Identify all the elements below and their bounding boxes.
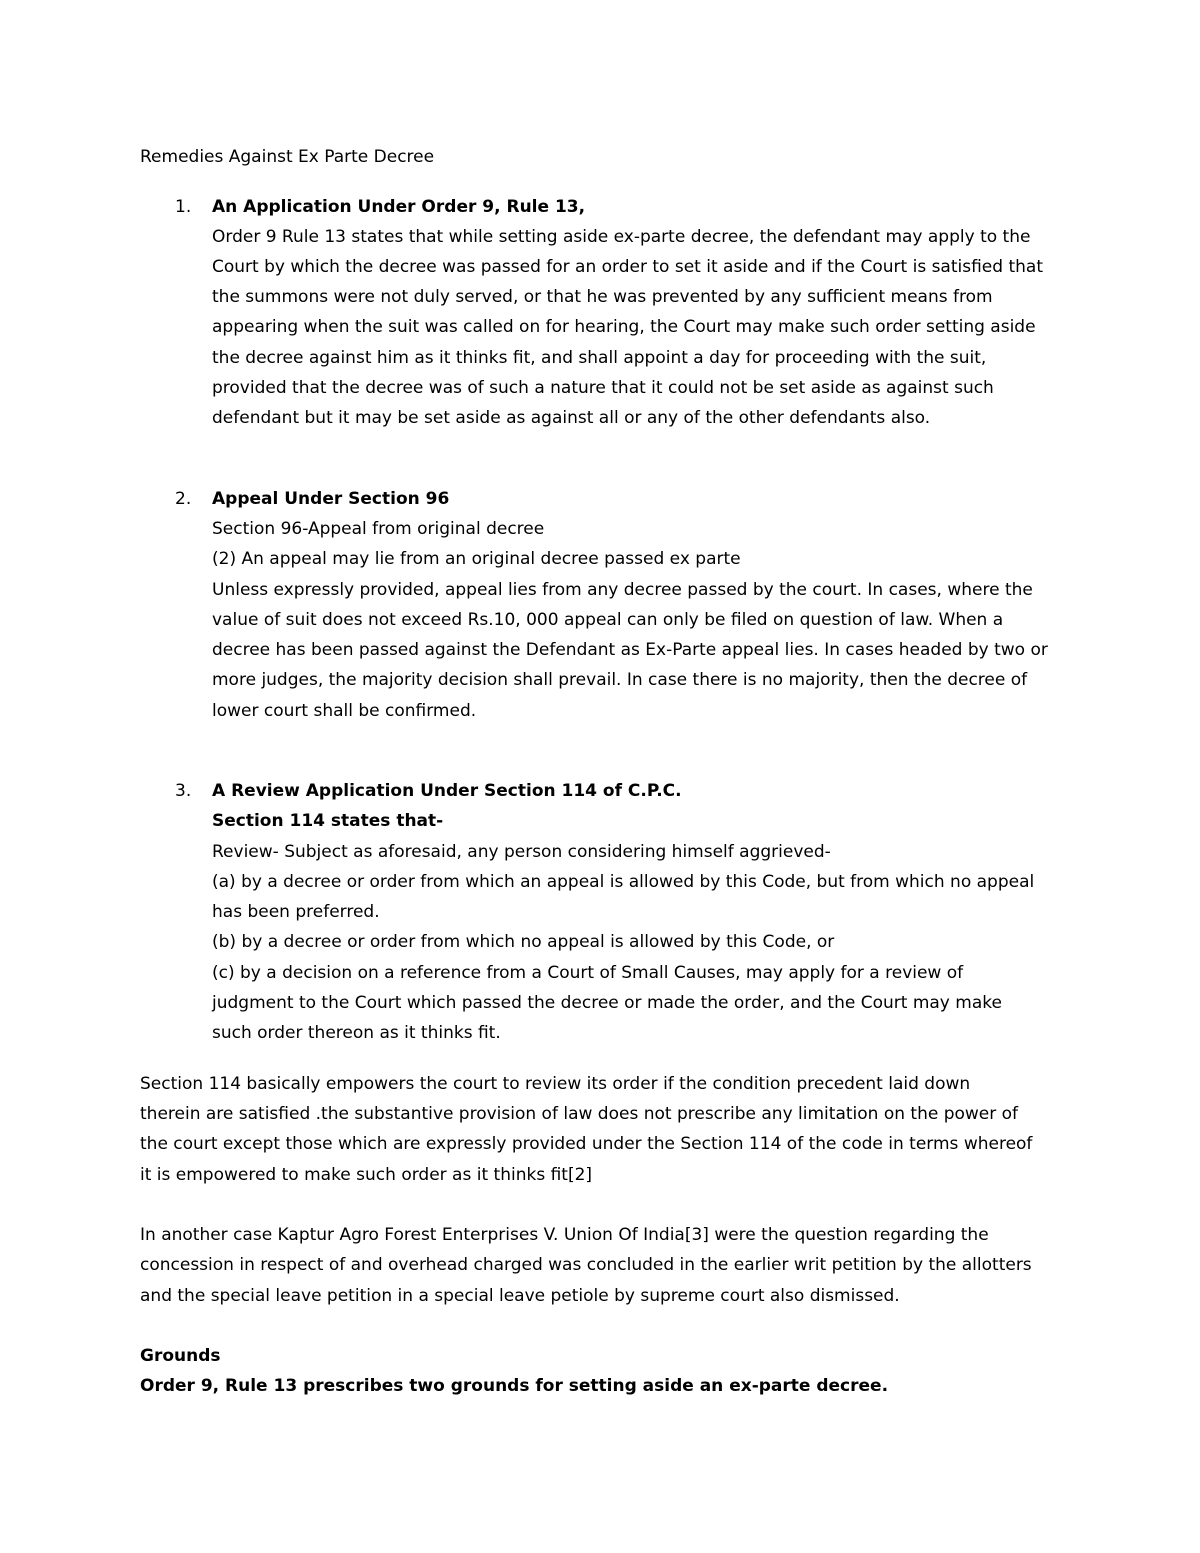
section-3-line: has been preferred. [212,902,380,922]
paragraph-1-line: it is empowered to make such order as it thinks fit[2] [140,1165,593,1185]
section-2-number: 2. [175,489,192,509]
section-2-line: Section 96-Appeal from original decree [212,519,545,539]
paragraph-2-line: concession in respect of and overhead charged was concluded in the earlier writ petition by the allotters [140,1255,1032,1275]
section-1-line: Court by which the decree was passed for an order to set it aside and if the Court is satisfied that [212,257,1043,277]
section-3-heading: A Review Application Under Section 114 of C.P.C. [212,781,682,801]
section-3-line: Review- Subject as aforesaid, any person considering himself aggrieved- [212,842,831,862]
document-title: Remedies Against Ex Parte Decree [140,147,435,167]
paragraph-1-line: therein are satisfied .the substantive provision of law does not prescribe any limitation on the power of [140,1104,1019,1124]
section-2-line: value of suit does not exceed Rs.10, 000 appeal can only be filed on question of law. When a [212,610,1004,630]
section-2-line: decree has been passed against the Defendant as Ex-Parte appeal lies. In cases headed by two or [212,640,1048,660]
section-1-line: the decree against him as it thinks fit, and shall appoint a day for proceeding with the suit, [212,348,987,368]
section-2-line: (2) An appeal may lie from an original decree passed ex parte [212,549,741,569]
section-2-heading: Appeal Under Section 96 [212,489,450,509]
section-2-line: more judges, the majority decision shall prevail. In case there is no majority, then the decree of [212,670,1028,690]
section-1-line: appearing when the suit was called on for hearing, the Court may make such order setting aside [212,317,1036,337]
section-3-subheading: Section 114 states that- [212,811,444,831]
section-1-number: 1. [175,197,192,217]
paragraph-2-line: and the special leave petition in a special leave petiole by supreme court also dismissed. [140,1286,900,1306]
section-1-line: provided that the decree was of such a nature that it could not be set aside as against such [212,378,994,398]
section-2-line: lower court shall be confirmed. [212,701,477,721]
grounds-heading: Grounds [140,1346,221,1366]
section-3-line: (c) by a decision on a reference from a Court of Small Causes, may apply for a review of [212,963,964,983]
section-1-line: the summons were not duly served, or that he was prevented by any sufficient means from [212,287,993,307]
paragraph-1-line: the court except those which are expressly provided under the Section 114 of the code in terms whereof [140,1134,1033,1154]
section-3-line: (a) by a decree or order from which an appeal is allowed by this Code, but from which no appeal [212,872,1035,892]
section-3-line: (b) by a decree or order from which no appeal is allowed by this Code, or [212,932,835,952]
section-1-heading: An Application Under Order 9, Rule 13, [212,197,586,217]
paragraph-1-line: Section 114 basically empowers the court to review its order if the condition precedent laid down [140,1074,971,1094]
paragraph-2-line: In another case Kaptur Agro Forest Enterprises V. Union Of India[3] were the question regarding the [140,1225,989,1245]
section-3-line: such order thereon as it thinks fit. [212,1023,501,1043]
section-3-line: judgment to the Court which passed the decree or made the order, and the Court may make [212,993,1002,1013]
section-1-line: defendant but it may be set aside as against all or any of the other defendants also. [212,408,931,428]
section-3-number: 3. [175,781,192,801]
grounds-text: Order 9, Rule 13 prescribes two grounds for setting aside an ex-parte decree. [140,1376,889,1396]
section-1-line: Order 9 Rule 13 states that while setting aside ex-parte decree, the defendant may apply to the [212,227,1031,247]
section-2-line: Unless expressly provided, appeal lies from any decree passed by the court. In cases, where the [212,580,1033,600]
